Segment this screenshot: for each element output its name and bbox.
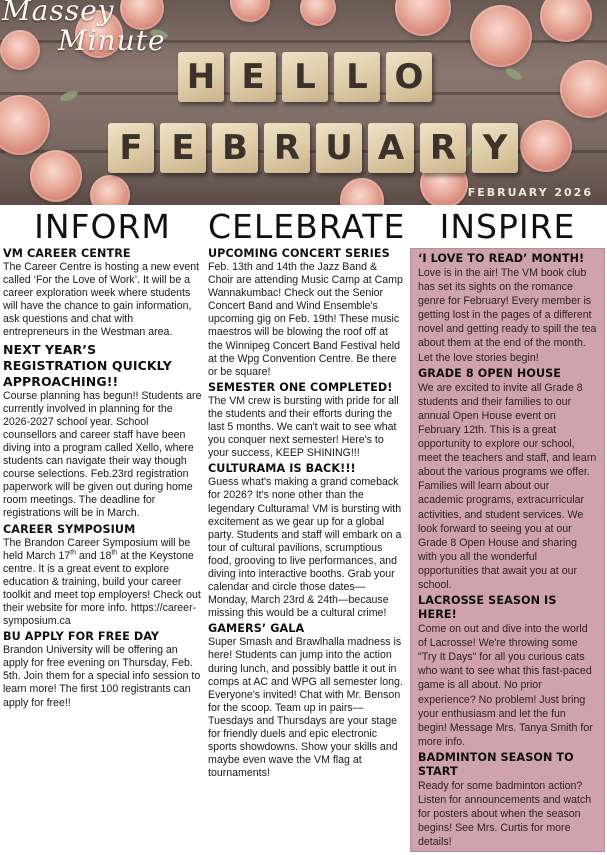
article (3, 342, 202, 521)
inspire-column (408, 205, 607, 852)
rose-decoration (30, 150, 82, 202)
header-banner (0, 0, 607, 205)
letter-tile: B (212, 123, 258, 173)
letter-tile: E (160, 123, 206, 173)
rose-decoration (230, 0, 270, 22)
letter-tile: O (386, 52, 432, 102)
letter-tile: E (230, 52, 276, 102)
article-body: Guess what's making a grand comeback for 2026? It's none other than the legendary Culturama! VM is bursting with excitement as we gear up for a global party. Students and staff will embark on a tour of cultural pavilions, scrumptious food, grooving to live performances, and diving into interactive booths. Grab your calendar and circle those dates—Monday, March 23rd & 24th—because missing this would be a cultural crime! (208, 476, 402, 620)
article-body (3, 537, 202, 629)
article-body: Course planning has begun!! Students are currently involved in planning for the 2026-2027 school year. School counsellors and career staff have been diving into a program called Xello, where students can navigate their way though course selections. Feb.23rd registration paperwork will be given out during home room meetings. The deadline for registrations will be in March. (3, 389, 202, 520)
article-title: GRADE 8 OPEN HOUSE (418, 366, 562, 380)
article-body: The Career Centre is hosting a new event called ‘For the Love of Work’. It will be a career exploration week where students will have the chance to gain information, ask questions and chat with entrepreneurs in the Westman area. (3, 261, 200, 339)
article (208, 381, 405, 460)
inform-column (0, 205, 205, 712)
article-title: CULTURAMA IS BACK!!! (208, 462, 356, 476)
issue-date: FEBRUARY 2026 (467, 186, 593, 199)
article-title: BADMINTON SEASON TO START (418, 750, 574, 778)
article (418, 367, 597, 592)
column-heading: INFORM (34, 207, 171, 246)
letter-tile: Y (472, 123, 518, 173)
letter-tile: L (334, 52, 380, 102)
article-title: UPCOMING CONCERT SERIES (208, 247, 390, 260)
body-text: The Brandon Career Symposium will be held March 17 (3, 536, 191, 562)
article (3, 523, 202, 629)
article-body: Super Smash and Brawlhalla madness is here! Students can jump into the action during lunch, and possibly battle it out in comps at AC and WPG all semester long. Everyone's invited! Chat with Mr. Benson for the scoop. Team up in pairs—Tuesdays and Thursdays are your stage for friendly duels and epic electronic sports showdowns. Show your skills and maybe even wave the VM flag at tournaments! (208, 636, 403, 780)
column-heading: CELEBRATE (208, 207, 406, 246)
article (208, 622, 405, 780)
article-title: SEMESTER ONE COMPLETED! (208, 380, 393, 394)
article-body: The VM crew is bursting with pride for all the students and their efforts during the last 5 months. We can't wait to see what you conquer next semester! Here's to your success, KEEP SHINING!!! (208, 394, 399, 460)
article (208, 247, 405, 379)
celebrate-column (205, 205, 408, 782)
newsletter-masthead (2, 0, 166, 72)
letter-tile: U (316, 123, 362, 173)
letter-tile: A (368, 123, 414, 173)
rose-decoration (560, 60, 607, 118)
letter-tile: L (282, 52, 328, 102)
ordinal-suffix: th (111, 549, 118, 557)
letter-tile: H (178, 52, 224, 102)
article (3, 630, 202, 709)
article (418, 594, 597, 749)
article-body: We are excited to invite all Grade 8 students and their families to our annual Open House event on February 12th. This is a great opportunity to explore our school, meet the teachers and staff, and learn about the various programs we offer. Families will learn about our academic programs, extracurricular activities, and student services. We look forward to seeing you at our Grade 8 Open House and sharing with you all the wonderful opportunities that await you at our school. (418, 381, 597, 591)
ordinal-suffix: th (70, 549, 76, 557)
article-title: NEXT YEAR’S REGISTRATION QUICKLY APPROACHING!! (3, 341, 172, 389)
article-title: BU APPLY FOR FREE DAY (3, 630, 160, 644)
leaf-decoration (504, 66, 524, 82)
body-text: and 18 (75, 549, 112, 562)
column-heading: INSPIRE (439, 207, 576, 246)
inspire-panel (410, 248, 605, 852)
article-body: Ready for some badminton action? Listen for announcements and watch for posters about when the season begins! See Mrs. Curtis for more details! (418, 779, 592, 849)
article-title: VM CAREER CENTRE (3, 247, 131, 260)
letter-tile: R (420, 123, 466, 173)
article (418, 252, 597, 365)
rose-decoration (470, 5, 532, 67)
rose-decoration (340, 178, 384, 205)
rose-decoration (520, 120, 572, 172)
article-title: LACROSSE SEASON IS HERE! (418, 594, 557, 622)
article-body: Love is in the air! The VM book club has set its sights on the romance genre for February! Every member is getting lost in the pages of a different novel and getting ready to spill the tea about them at the end of the month. Let the love stories begin! (418, 267, 597, 364)
rose-decoration (0, 95, 50, 155)
masthead-line-1: Massey (2, 0, 115, 27)
article-title: ‘I LOVE TO READ’ MONTH! (418, 252, 585, 265)
body-text: at the Keystone centre. It is a great event to explore education & training, build your career toolkit and meet top employers! Check out their website for more info. https://career-symposium.ca (3, 549, 201, 628)
article (418, 751, 597, 849)
letter-tile: F (108, 123, 154, 173)
article-title: CAREER SYMPOSIUM (3, 522, 136, 536)
masthead-line-2: Minute (58, 24, 166, 57)
article (208, 462, 405, 620)
article-body: Feb. 13th and 14th the Jazz Band & Choir are attending Music Camp at Camp Wannakumbac! Check out the Senior Concert Band and Wind Ensemble's upcoming gig on Feb. 19th! These music maestros will be blowing the roof off at the Winnipeg Concert Band Festival held at the Wpg Convention Centre. Be there or be square! (208, 261, 403, 378)
article-body: Brandon University will be offering an apply for free evening on Thursday, Feb. 5th. Join them for a special info session to learn more! The first 100 registrants can apply for free!! (3, 644, 201, 709)
article (3, 247, 202, 340)
article-body: Come on out and dive into the world of Lacrosse! We're throwing some "Try It Days" for all you curious cats who want to see what this fast-paced game is all about. No prior experience? No problem! Just bring your enthusiasm and let the fun begin! Message Mrs. Tanya Smith for more info. (418, 623, 593, 748)
rose-decoration (90, 175, 130, 205)
rose-decoration (395, 0, 451, 36)
letter-tile: R (264, 123, 310, 173)
article-title: GAMERS’ GALA (208, 622, 305, 636)
rose-decoration (300, 0, 336, 26)
rose-decoration (540, 0, 592, 42)
